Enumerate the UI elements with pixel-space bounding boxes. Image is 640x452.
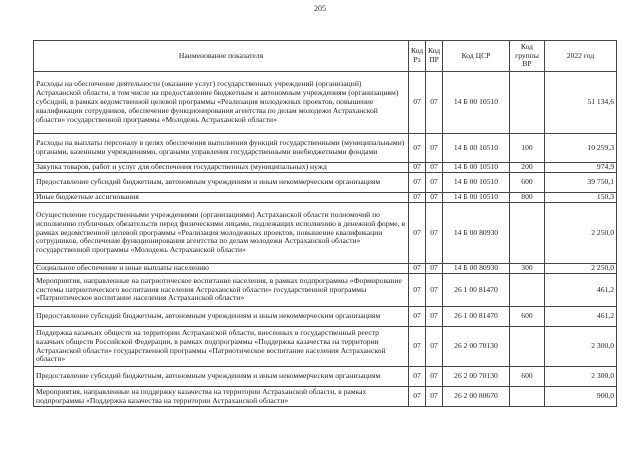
cell-value: 150,3 xyxy=(545,193,617,203)
cell-value: 10 259,3 xyxy=(545,134,617,163)
cell-vr xyxy=(510,327,545,367)
cell-value: 51 134,6 xyxy=(545,72,617,134)
cell-csr: 14 Б 00 10510 xyxy=(443,173,510,193)
cell-vr xyxy=(510,72,545,134)
cell-rz: 07 xyxy=(409,173,426,193)
cell-value: 461,2 xyxy=(545,274,617,307)
header-rz: Код Рз xyxy=(409,41,426,72)
cell-rz: 07 xyxy=(409,264,426,274)
cell-value: 974,9 xyxy=(545,163,617,173)
table-row xyxy=(34,387,617,407)
cell-pr: 07 xyxy=(426,327,443,367)
cell-rz: 07 xyxy=(409,163,426,173)
header-year: 2022 год xyxy=(545,41,617,72)
cell-rz: 07 xyxy=(409,193,426,203)
cell-csr: 14 Б 00 10510 xyxy=(443,163,510,173)
cell-value: 900,0 xyxy=(545,387,617,407)
cell-rz: 07 xyxy=(409,134,426,163)
cell-csr: 14 Б 00 80930 xyxy=(443,203,510,264)
cell-rz: 07 xyxy=(409,203,426,264)
table-body xyxy=(34,72,617,407)
cell-pr: 07 xyxy=(426,163,443,173)
cell-pr: 07 xyxy=(426,72,443,134)
cell-name: Мероприятия, направленные на поддержку казачества на территории Астраханской области, в рамках подпрограммы «Поддержка казачества на территории Астраханской области» xyxy=(34,387,409,407)
cell-csr: 14 Б 00 10510 xyxy=(443,72,510,134)
header-vr: Код группы ВР xyxy=(510,41,545,72)
table-row xyxy=(34,72,617,134)
cell-csr: 14 Б 00 10510 xyxy=(443,193,510,203)
table-row xyxy=(34,163,617,173)
table-row xyxy=(34,173,617,193)
cell-pr: 07 xyxy=(426,264,443,274)
cell-csr: 26 2 00 70130 xyxy=(443,367,510,387)
header-pr: Код ПР xyxy=(426,41,443,72)
cell-name: Закупка товаров, работ и услуг для обеспечения государственных (муниципальных) нужд xyxy=(34,163,409,173)
cell-vr xyxy=(510,203,545,264)
cell-csr: 14 Б 00 10510 xyxy=(443,134,510,163)
table-row xyxy=(34,264,617,274)
cell-name: Предоставление субсидий бюджетным, автономным учреждениям и иным некоммерческим организациям xyxy=(34,173,409,193)
cell-name: Социальное обеспечение и иные выплаты населению xyxy=(34,264,409,274)
cell-csr: 26 1 00 81470 xyxy=(443,307,510,327)
header-name: Наименование показателя xyxy=(34,41,409,72)
table-row xyxy=(34,274,617,307)
cell-name: Осуществление государственными учреждениями (организациями) Астраханской области полномочий по исполнению публичных обязательств перед физическими лицами, подлежащих исполнению в денежной форме, в рамках ведомственной целевой программы «Реализация молодежных проектов, повышение квалификации сотрудников, обеспечение функционирования агентства по делам молодежи Астраханской области» государственной программы «Молодежь Астраханской области» xyxy=(34,203,409,264)
cell-pr: 07 xyxy=(426,387,443,407)
cell-csr: 14 Б 00 80930 xyxy=(443,264,510,274)
cell-name: Предоставление субсидий бюджетным, автономным учреждениям и иным некоммерческим организациям xyxy=(34,367,409,387)
cell-pr: 07 xyxy=(426,173,443,193)
cell-vr xyxy=(510,387,545,407)
cell-csr: 26 2 00 70130 xyxy=(443,327,510,367)
cell-vr: 800 xyxy=(510,193,545,203)
cell-rz: 07 xyxy=(409,72,426,134)
budget-table xyxy=(33,40,617,407)
cell-name: Иные бюджетные ассигнования xyxy=(34,193,409,203)
cell-value: 2 250,0 xyxy=(545,264,617,274)
cell-csr: 26 1 00 81470 xyxy=(443,274,510,307)
cell-name: Расходы на обеспечение деятельности (оказание услуг) государственных учреждений (организаций) Астраханской области, в том числе на предоставление бюджетным и автономным учреждениям (организациям) субсидий, в рамках ведомственной целевой программы «Реализация молодежных проектов, повышение квалификации сотрудников, обеспечение функционирования агентства по делам молодежи Астраханской области» государственной программы «Молодежь Астраханской области» xyxy=(34,72,409,134)
table-row xyxy=(34,367,617,387)
table-row xyxy=(34,203,617,264)
cell-pr: 07 xyxy=(426,307,443,327)
table-row xyxy=(34,327,617,367)
cell-vr: 600 xyxy=(510,367,545,387)
cell-name: Расходы на выплаты персоналу в целях обеспечения выполнения функций государственными (муниципальными) органами, казенными учреждениями, органами управления государственными внебюджетными фондами xyxy=(34,134,409,163)
cell-name: Предоставление субсидий бюджетным, автономным учреждениям и иным некоммерческим организациям xyxy=(34,307,409,327)
cell-pr: 07 xyxy=(426,134,443,163)
cell-rz: 07 xyxy=(409,274,426,307)
cell-vr: 200 xyxy=(510,163,545,173)
cell-name: Мероприятия, направленные на патриотическое воспитание населения, в рамках подпрограммы «Формирование системы патриотического воспитания населения Астраханской области» государственной программы «Патриотическое воспитание населения Астраханской области» xyxy=(34,274,409,307)
cell-pr: 07 xyxy=(426,367,443,387)
cell-rz: 07 xyxy=(409,307,426,327)
cell-value: 461,2 xyxy=(545,307,617,327)
cell-csr: 26 2 00 80670 xyxy=(443,387,510,407)
cell-value: 39 750,1 xyxy=(545,173,617,193)
cell-pr: 07 xyxy=(426,193,443,203)
table-row xyxy=(34,193,617,203)
page-number: 205 xyxy=(314,4,326,13)
cell-pr: 07 xyxy=(426,274,443,307)
cell-value: 2 300,0 xyxy=(545,327,617,367)
table-row xyxy=(34,307,617,327)
cell-pr: 07 xyxy=(426,203,443,264)
cell-rz: 07 xyxy=(409,367,426,387)
table-header-row xyxy=(34,41,617,72)
cell-vr xyxy=(510,274,545,307)
cell-rz: 07 xyxy=(409,327,426,367)
cell-rz: 07 xyxy=(409,387,426,407)
cell-vr: 100 xyxy=(510,134,545,163)
cell-vr: 300 xyxy=(510,264,545,274)
cell-name: Поддержка казачьих обществ на территории Астраханской области, внесенных в государственный реестр казачьих обществ Российской Федерации, в рамках подпрограммы «Поддержка казачества на территории Астраханской области» государственной программы «Патриотическое воспитание населения Астраханской области» xyxy=(34,327,409,367)
cell-vr: 600 xyxy=(510,307,545,327)
cell-vr: 600 xyxy=(510,173,545,193)
header-csr: Код ЦСР xyxy=(443,41,510,72)
table-row xyxy=(34,134,617,163)
cell-value: 2 250,0 xyxy=(545,203,617,264)
cell-value: 2 300,0 xyxy=(545,367,617,387)
